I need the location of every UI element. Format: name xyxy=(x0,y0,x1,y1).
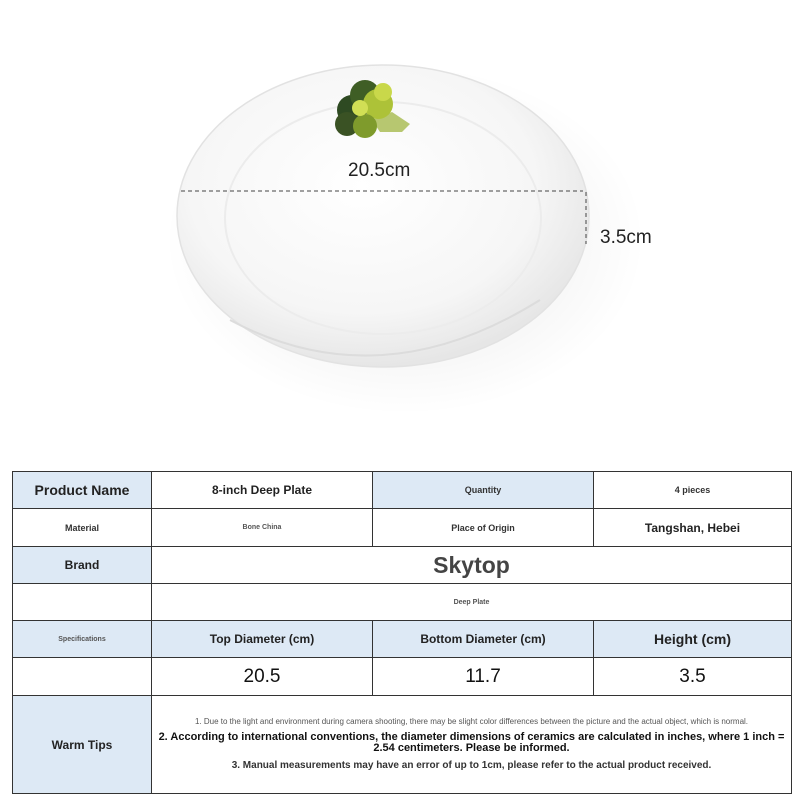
product-name-label: Product Name xyxy=(13,472,152,509)
material-label: Material xyxy=(13,509,152,547)
table-row xyxy=(13,509,792,547)
table-row xyxy=(13,584,792,621)
warm-tips-content xyxy=(152,696,792,794)
product-name-value: 8-inch Deep Plate xyxy=(152,472,373,509)
origin-label: Place of Origin xyxy=(373,509,594,547)
type-value: Deep Plate xyxy=(152,584,792,621)
type-label-empty xyxy=(13,584,152,621)
specifications-label: Specifications xyxy=(13,621,152,658)
brand-label: Brand xyxy=(13,547,152,584)
height-dimension-label: 3.5cm xyxy=(600,227,652,248)
spec-table xyxy=(12,471,792,794)
table-row xyxy=(13,472,792,509)
width-dimension-label: 20.5cm xyxy=(348,160,411,181)
quantity-value: 4 pieces xyxy=(594,472,792,509)
table-row xyxy=(13,621,792,658)
top-diameter-header: Top Diameter (cm) xyxy=(152,621,373,658)
table-row xyxy=(13,658,792,696)
table-row xyxy=(13,696,792,794)
material-value: Bone China xyxy=(152,509,373,547)
height-value: 3.5 xyxy=(594,658,792,696)
brand-value: Skytop xyxy=(152,547,792,584)
spec-value-empty xyxy=(13,658,152,696)
warm-tips-label: Warm Tips xyxy=(13,696,152,794)
tip-3: 3. Manual measurements may have an error of up to 1cm, please refer to the actual product received. xyxy=(231,759,712,771)
origin-value: Tangshan, Hebei xyxy=(594,509,792,547)
height-header: Height (cm) xyxy=(594,621,792,658)
bottom-diameter-header: Bottom Diameter (cm) xyxy=(373,621,594,658)
tip-2: 2. According to international conventions, the diameter dimensions of ceramics are calculated in inches, where 1 inch = 2.54 centimeters. Please be informed. xyxy=(158,730,785,755)
bottom-diameter-value: 11.7 xyxy=(373,658,594,696)
tip-1: 1. Due to the light and environment during camera shooting, there may be slight color differences between the picture and the actual object, which is normal. xyxy=(194,716,749,726)
table-row xyxy=(13,547,792,584)
top-diameter-value: 20.5 xyxy=(152,658,373,696)
quantity-label: Quantity xyxy=(373,472,594,509)
